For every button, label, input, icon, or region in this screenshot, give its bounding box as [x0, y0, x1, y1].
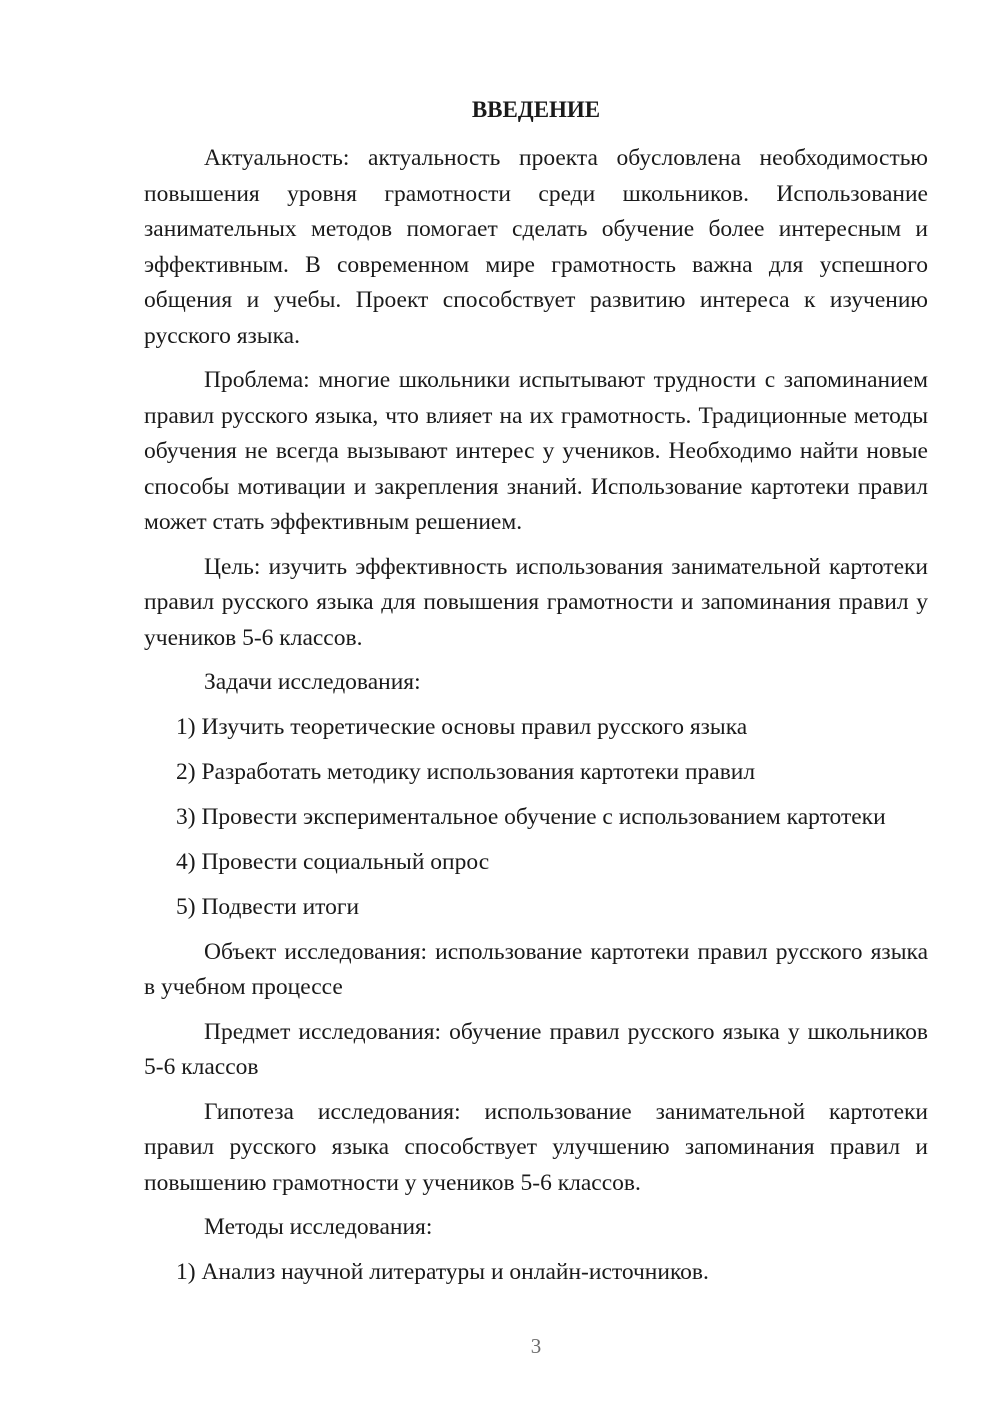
- task-item-1: 1) Изучить теоретические основы правил русского языка: [176, 713, 748, 740]
- hypothesis-paragraph: Гипотеза исследования: использование занимательной картотеки правил русского языка способствует улучшению запоминания правил и повышению грамотности у учеников 5-6 классов.: [144, 1098, 928, 1196]
- relevance-paragraph: Актуальность: актуальность проекта обусловлена необходимостью повышения уровня грамотности среди школьников. Использование занимательных методов помогает сделать обучение более интересным и эффективным. В современном мире грамотность важна для успешного общения и учебы. Проект способствует развитию интереса к изучению русского языка.: [144, 145, 928, 349]
- task-item-5: 5) Подвести итоги: [176, 893, 360, 920]
- page-content: [144, 92, 928, 1300]
- goal-paragraph: Цель: изучить эффективность использования занимательной картотеки правил русского языка для повышения грамотности и запоминания правил у учеников 5-6 классов.: [144, 553, 928, 651]
- tasks-heading: Задачи исследования:: [204, 669, 421, 695]
- method-item-1: 1) Анализ научной литературы и онлайн-источников.: [176, 1258, 709, 1285]
- page-number: 3: [530, 1334, 542, 1358]
- page-title: ВВЕДЕНИЕ: [471, 97, 601, 122]
- subject-paragraph: Предмет исследования: обучение правил русского языка у школьников 5-6 классов: [144, 1018, 928, 1080]
- object-paragraph: Объект исследования: использование картотеки правил русского языка в учебном процессе: [144, 938, 928, 1000]
- task-item-3: 3) Провести экспериментальное обучение с использованием картотеки: [176, 803, 886, 830]
- task-item-4: 4) Провести социальный опрос: [176, 848, 490, 875]
- methods-heading: Методы исследования:: [204, 1214, 433, 1240]
- task-item-2: 2) Разработать методику использования картотеки правил: [176, 758, 756, 785]
- problem-paragraph: Проблема: многие школьники испытывают трудности с запоминанием правил русского языка, что влияет на их грамотность. Традиционные методы обучения не всегда вызывают интерес у учеников. Необходимо найти новые способы мотивации и закрепления знаний. Использование картотеки правил может стать эффективным решением.: [144, 367, 928, 535]
